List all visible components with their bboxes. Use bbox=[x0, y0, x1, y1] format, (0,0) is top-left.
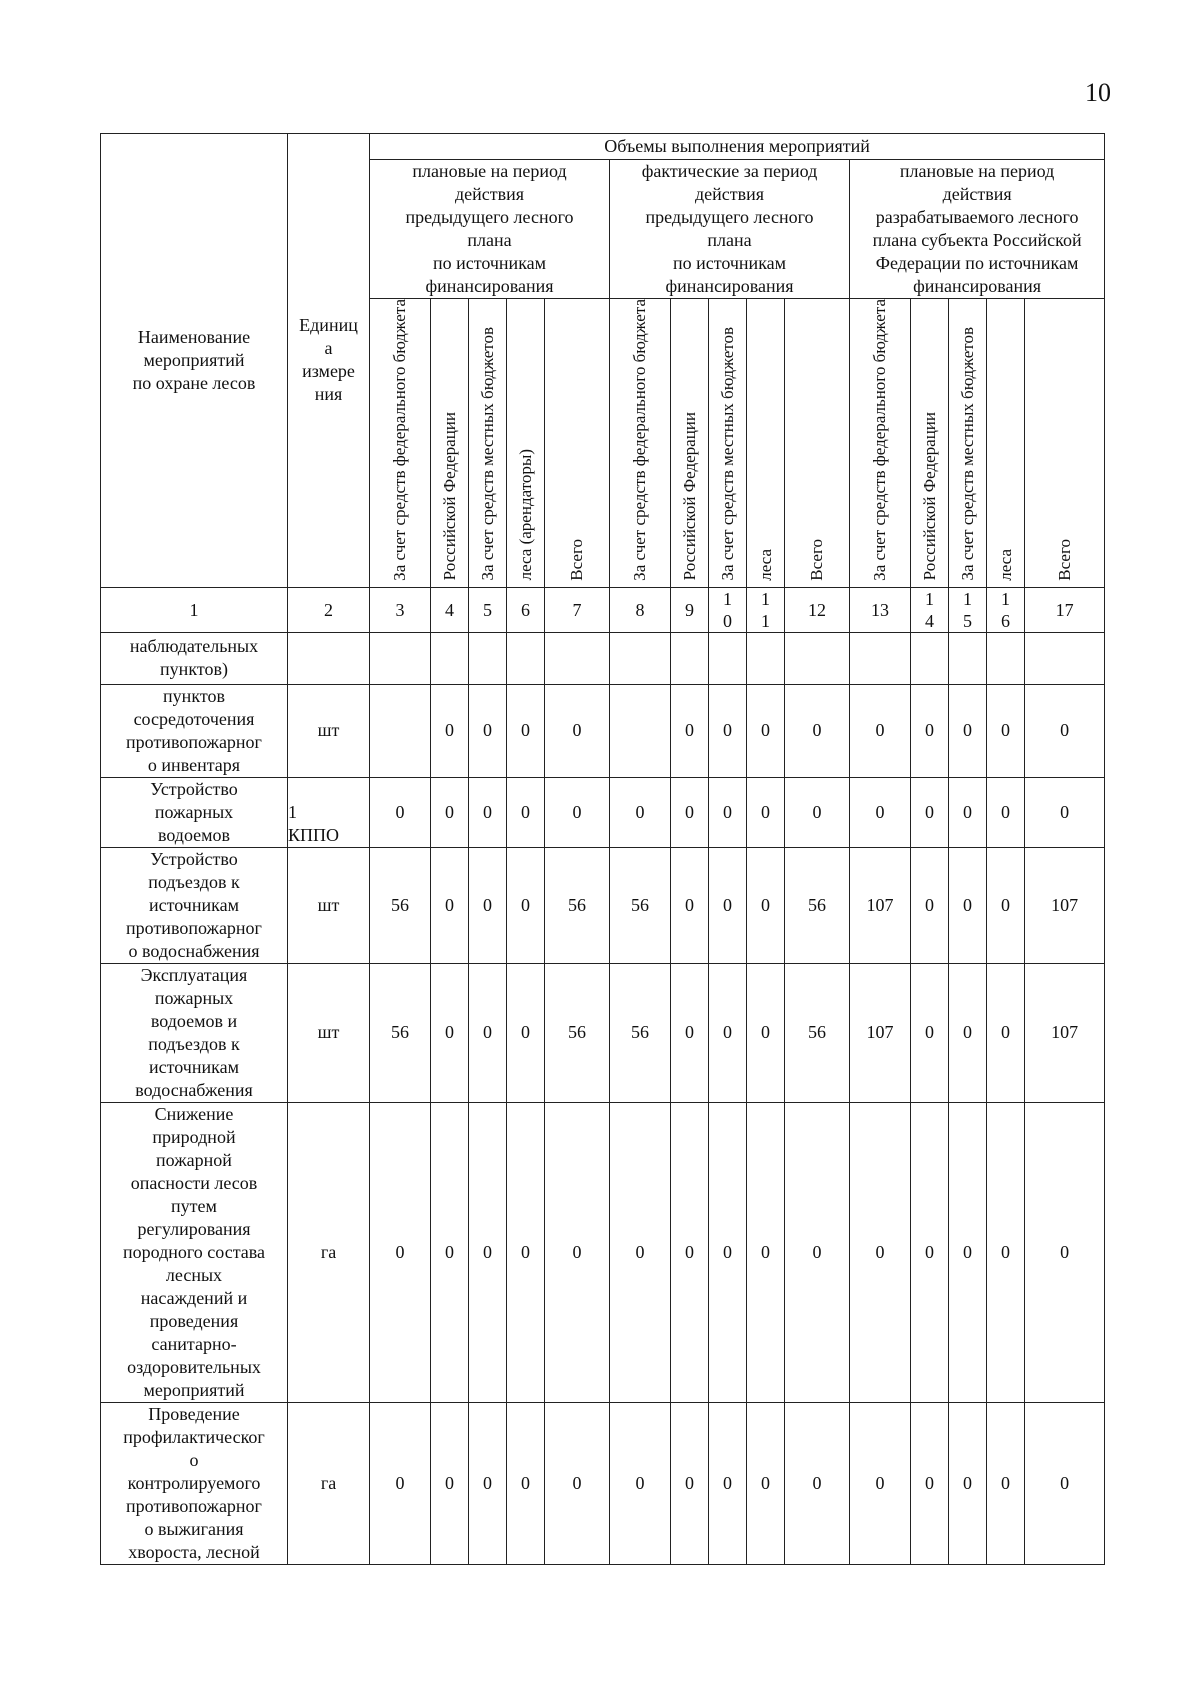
value-cell: 56 bbox=[370, 847, 431, 963]
header-subcol-5: Всего bbox=[545, 299, 610, 588]
value-cell: 0 bbox=[785, 1102, 850, 1402]
header-group-planned-new: плановые на период действия разрабатываемого лесного плана субъекта Российской Федерации по источникам финансирования bbox=[850, 160, 1105, 299]
activity-name: Эксплуатация пожарных водоемов и подъездов к источникам водоснабжения bbox=[101, 963, 288, 1102]
column-number-6: 6 bbox=[507, 587, 545, 632]
header-subcol-9: леса bbox=[747, 299, 785, 588]
header-subcol-2: Российской Федерации bbox=[431, 299, 469, 588]
column-number-2: 2 bbox=[288, 587, 370, 632]
value-cell: 56 bbox=[545, 847, 610, 963]
value-cell: 0 bbox=[545, 1402, 610, 1564]
value-cell: 0 bbox=[431, 1102, 469, 1402]
value-cell: 0 bbox=[850, 1402, 911, 1564]
value-cell: 0 bbox=[850, 684, 911, 777]
unit-cell: шт bbox=[288, 847, 370, 963]
column-number-16: 1 6 bbox=[987, 587, 1025, 632]
value-cell: 0 bbox=[949, 684, 987, 777]
value-cell: 0 bbox=[949, 777, 987, 847]
value-cell: 0 bbox=[507, 963, 545, 1102]
value-cell: 0 bbox=[671, 963, 709, 1102]
header-subcol-8: За счет средств местных бюджетов bbox=[709, 299, 747, 588]
value-cell: 0 bbox=[671, 684, 709, 777]
activity-name: Снижение природной пожарной опасности лесов путем регулирования породного состава лесных насаждений и проведения санитарно- оздоровительных мероприятий bbox=[101, 1102, 288, 1402]
value-cell: 0 bbox=[1025, 1402, 1105, 1564]
value-cell bbox=[545, 632, 610, 684]
value-cell: 0 bbox=[709, 1402, 747, 1564]
value-cell: 0 bbox=[987, 777, 1025, 847]
page-number: 10 bbox=[1085, 78, 1111, 107]
column-number-3: 3 bbox=[370, 587, 431, 632]
value-cell: 0 bbox=[370, 1402, 431, 1564]
value-cell: 0 bbox=[545, 1102, 610, 1402]
value-cell: 0 bbox=[709, 684, 747, 777]
value-cell bbox=[671, 632, 709, 684]
table-row bbox=[101, 1402, 1105, 1564]
header-col-unit: Единиц а измере ния bbox=[288, 134, 370, 588]
value-cell: 0 bbox=[370, 1102, 431, 1402]
value-cell: 0 bbox=[949, 1402, 987, 1564]
value-cell: 56 bbox=[785, 963, 850, 1102]
value-cell: 0 bbox=[545, 777, 610, 847]
value-cell: 107 bbox=[850, 963, 911, 1102]
value-cell: 0 bbox=[431, 684, 469, 777]
value-cell: 0 bbox=[1025, 1102, 1105, 1402]
unit-cell: шт bbox=[288, 684, 370, 777]
column-number-15: 1 5 bbox=[949, 587, 987, 632]
header-col-name: Наименование мероприятий по охране лесов bbox=[101, 134, 288, 588]
header-subcol-15: Всего bbox=[1025, 299, 1105, 588]
value-cell: 0 bbox=[545, 684, 610, 777]
value-cell: 56 bbox=[545, 963, 610, 1102]
value-cell: 0 bbox=[431, 777, 469, 847]
column-number-1: 1 bbox=[101, 587, 288, 632]
value-cell bbox=[370, 632, 431, 684]
value-cell: 0 bbox=[709, 963, 747, 1102]
value-cell bbox=[747, 632, 785, 684]
table-row bbox=[101, 963, 1105, 1102]
table-row bbox=[101, 1102, 1105, 1402]
value-cell: 56 bbox=[610, 963, 671, 1102]
value-cell: 0 bbox=[747, 963, 785, 1102]
column-number-4: 4 bbox=[431, 587, 469, 632]
column-number-5: 5 bbox=[469, 587, 507, 632]
column-number-13: 13 bbox=[850, 587, 911, 632]
value-cell: 0 bbox=[785, 777, 850, 847]
value-cell: 0 bbox=[747, 847, 785, 963]
value-cell: 0 bbox=[507, 1102, 545, 1402]
value-cell: 0 bbox=[671, 847, 709, 963]
value-cell: 0 bbox=[469, 1102, 507, 1402]
value-cell: 0 bbox=[469, 684, 507, 777]
column-number-7: 7 bbox=[545, 587, 610, 632]
value-cell: 107 bbox=[1025, 963, 1105, 1102]
value-cell bbox=[507, 632, 545, 684]
column-number-14: 1 4 bbox=[911, 587, 949, 632]
value-cell: 0 bbox=[469, 847, 507, 963]
column-number-8: 8 bbox=[610, 587, 671, 632]
value-cell: 0 bbox=[610, 1402, 671, 1564]
unit-cell: га bbox=[288, 1402, 370, 1564]
column-number-11: 1 1 bbox=[747, 587, 785, 632]
value-cell: 0 bbox=[850, 777, 911, 847]
value-cell: 0 bbox=[469, 777, 507, 847]
header-subcol-12: Российской Федерации bbox=[911, 299, 949, 588]
value-cell: 0 bbox=[949, 1102, 987, 1402]
value-cell bbox=[785, 632, 850, 684]
value-cell bbox=[370, 684, 431, 777]
header-subcol-1: За счет средств федерального бюджета bbox=[370, 299, 431, 588]
value-cell: 0 bbox=[747, 1102, 785, 1402]
value-cell: 107 bbox=[1025, 847, 1105, 963]
column-number-17: 17 bbox=[1025, 587, 1105, 632]
value-cell: 0 bbox=[431, 847, 469, 963]
value-cell bbox=[610, 632, 671, 684]
table-row bbox=[101, 777, 1105, 847]
column-number-10: 1 0 bbox=[709, 587, 747, 632]
value-cell: 0 bbox=[850, 1102, 911, 1402]
value-cell: 0 bbox=[785, 684, 850, 777]
value-cell bbox=[850, 632, 911, 684]
value-cell: 0 bbox=[507, 847, 545, 963]
value-cell: 0 bbox=[431, 963, 469, 1102]
value-cell: 0 bbox=[911, 684, 949, 777]
header-subcol-11: За счет средств федерального бюджета bbox=[850, 299, 911, 588]
table-row bbox=[101, 847, 1105, 963]
value-cell: 0 bbox=[911, 963, 949, 1102]
header-subcol-14: леса bbox=[987, 299, 1025, 588]
forest-protection-table bbox=[100, 133, 1105, 1565]
value-cell: 56 bbox=[785, 847, 850, 963]
value-cell: 0 bbox=[987, 1102, 1025, 1402]
activity-name: Устройство пожарных водоемов bbox=[101, 777, 288, 847]
value-cell: 107 bbox=[850, 847, 911, 963]
header-subcol-7: Российской Федерации bbox=[671, 299, 709, 588]
table-row bbox=[101, 684, 1105, 777]
value-cell: 0 bbox=[709, 847, 747, 963]
value-cell: 0 bbox=[1025, 684, 1105, 777]
value-cell: 0 bbox=[987, 847, 1025, 963]
table-row bbox=[101, 632, 1105, 684]
header-subcol-13: За счет средств местных бюджетов bbox=[949, 299, 987, 588]
value-cell: 0 bbox=[949, 847, 987, 963]
value-cell: 0 bbox=[431, 1402, 469, 1564]
value-cell bbox=[610, 684, 671, 777]
unit-cell: га bbox=[288, 1102, 370, 1402]
value-cell bbox=[469, 632, 507, 684]
value-cell: 0 bbox=[469, 1402, 507, 1564]
unit-cell: 1 КППО bbox=[288, 777, 370, 847]
value-cell: 56 bbox=[370, 963, 431, 1102]
value-cell: 0 bbox=[1025, 777, 1105, 847]
header-subcol-4: леса (арендаторы) bbox=[507, 299, 545, 588]
header-group-planned-previous: плановые на период действия предыдущего лесного плана по источникам финансирования bbox=[370, 160, 610, 299]
value-cell: 0 bbox=[987, 1402, 1025, 1564]
value-cell: 0 bbox=[370, 777, 431, 847]
value-cell: 0 bbox=[610, 777, 671, 847]
value-cell bbox=[911, 632, 949, 684]
column-number-9: 9 bbox=[671, 587, 709, 632]
value-cell: 0 bbox=[747, 1402, 785, 1564]
value-cell: 56 bbox=[610, 847, 671, 963]
header-group-actual-previous: фактические за период действия предыдущего лесного плана по источникам финансирования bbox=[610, 160, 850, 299]
value-cell bbox=[709, 632, 747, 684]
value-cell: 0 bbox=[747, 684, 785, 777]
value-cell: 0 bbox=[709, 777, 747, 847]
value-cell: 0 bbox=[507, 1402, 545, 1564]
unit-cell bbox=[288, 632, 370, 684]
value-cell: 0 bbox=[747, 777, 785, 847]
value-cell: 0 bbox=[911, 1402, 949, 1564]
activity-name: Устройство подъездов к источникам противопожарног о водоснабжения bbox=[101, 847, 288, 963]
value-cell bbox=[1025, 632, 1105, 684]
value-cell: 0 bbox=[671, 1102, 709, 1402]
header-subcol-3: За счет средств местных бюджетов bbox=[469, 299, 507, 588]
value-cell: 0 bbox=[610, 1102, 671, 1402]
header-volumes: Объемы выполнения мероприятий bbox=[370, 134, 1105, 160]
value-cell: 0 bbox=[785, 1402, 850, 1564]
value-cell: 0 bbox=[911, 847, 949, 963]
activity-name: пунктов сосредоточения противопожарног о инвентаря bbox=[101, 684, 288, 777]
value-cell bbox=[987, 632, 1025, 684]
value-cell: 0 bbox=[911, 777, 949, 847]
value-cell: 0 bbox=[949, 963, 987, 1102]
header-subcol-10: Всего bbox=[785, 299, 850, 588]
header-subcol-6: За счет средств федерального бюджета bbox=[610, 299, 671, 588]
value-cell: 0 bbox=[987, 963, 1025, 1102]
activity-name: Проведение профилактическог о контролируемого противопожарног о выжигания хвороста, лесной bbox=[101, 1402, 288, 1564]
value-cell: 0 bbox=[911, 1102, 949, 1402]
value-cell: 0 bbox=[671, 1402, 709, 1564]
value-cell bbox=[949, 632, 987, 684]
value-cell: 0 bbox=[507, 777, 545, 847]
value-cell: 0 bbox=[469, 963, 507, 1102]
activity-name: наблюдательных пунктов) bbox=[101, 632, 288, 684]
value-cell: 0 bbox=[709, 1102, 747, 1402]
column-number-12: 12 bbox=[785, 587, 850, 632]
value-cell bbox=[431, 632, 469, 684]
value-cell: 0 bbox=[671, 777, 709, 847]
value-cell: 0 bbox=[507, 684, 545, 777]
value-cell: 0 bbox=[987, 684, 1025, 777]
unit-cell: шт bbox=[288, 963, 370, 1102]
